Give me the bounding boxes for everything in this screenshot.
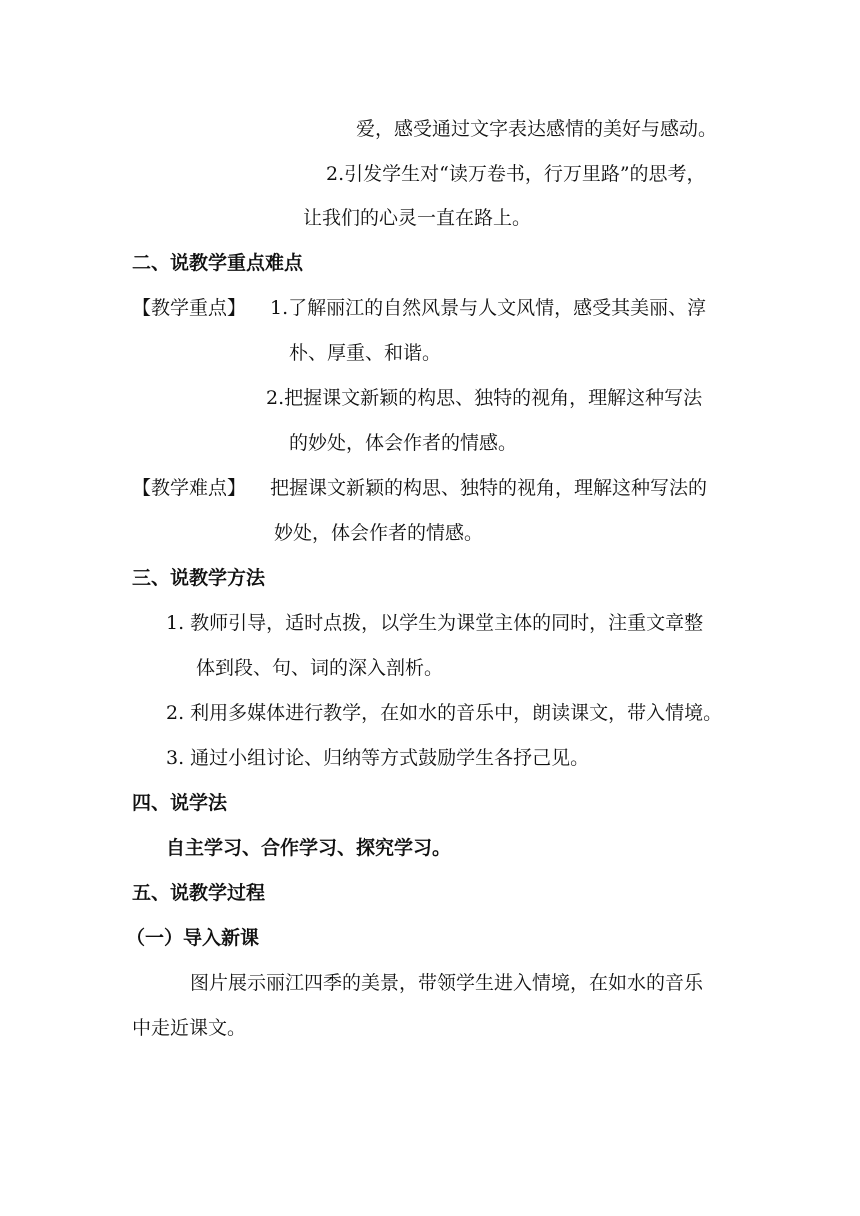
key-points-label: 【教学重点】 xyxy=(132,297,247,319)
method-1-line-2: 体到段、句、词的深入剖析。 xyxy=(196,657,444,679)
section2-heading: 二、说教学重点难点 xyxy=(132,252,304,274)
subsection-1-heading: （一）导入新课 xyxy=(126,927,260,949)
method-3: 3. 通过小组讨论、归纳等方式鼓励学生各抒己见。 xyxy=(166,747,590,769)
section5-heading: 五、说教学过程 xyxy=(132,882,266,904)
method-2: 2. 利用多媒体进行教学，在如水的音乐中，朗读课文，带入情境。 xyxy=(166,702,723,724)
difficulty-line-2: 妙处，体会作者的情感。 xyxy=(274,522,484,544)
key-point-1-line-1: 1.了解丽江的自然风景与人文风情，感受其美丽、淳 xyxy=(270,297,707,319)
key-point-2-line-2: 的妙处，体会作者的情感。 xyxy=(289,432,518,454)
key-point-1-line-2: 朴、厚重、和谐。 xyxy=(289,342,442,364)
difficulty-label: 【教学难点】 xyxy=(132,477,247,499)
learning-methods: 自主学习、合作学习、探究学习。 xyxy=(166,837,452,859)
intro-line-3: 让我们的心灵一直在路上。 xyxy=(303,207,532,229)
subsection-1-line-1: 图片展示丽江四季的美景，带领学生进入情境，在如水的音乐 xyxy=(190,972,704,994)
key-point-2-line-1: 2.把握课文新颖的构思、独特的视角，理解这种写法 xyxy=(266,387,703,409)
intro-line-2: 2.引发学生对“读万卷书，行万里路”的思考， xyxy=(326,163,706,185)
subsection-1-line-2: 中走近课文。 xyxy=(132,1017,247,1039)
method-1-line-1: 1. 教师引导，适时点拨，以学生为课堂主体的同时，注重文章整 xyxy=(166,612,704,634)
section4-heading: 四、说学法 xyxy=(132,792,228,814)
section3-heading: 三、说教学方法 xyxy=(132,567,266,589)
intro-line-1: 爱，感受通过文字表达感情的美好与感动。 xyxy=(356,118,718,140)
difficulty-line-1: 把握课文新颖的构思、独特的视角，理解这种写法的 xyxy=(270,477,708,499)
